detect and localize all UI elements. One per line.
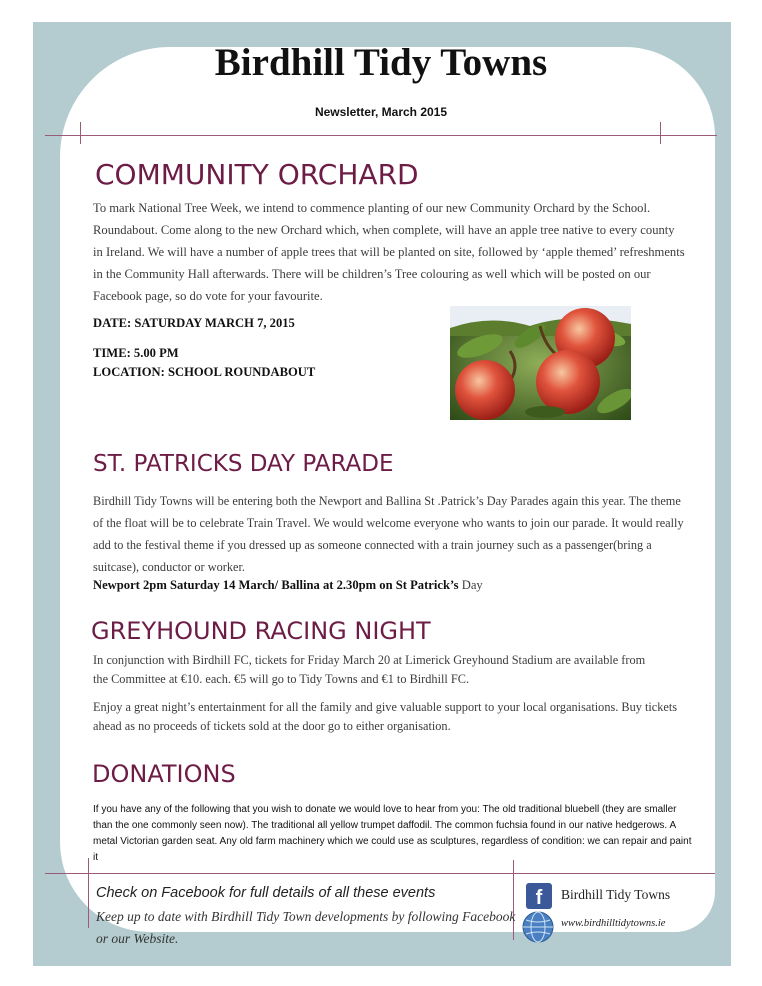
orchard-date: DATE: SATURDAY MARCH 7, 2015	[93, 316, 295, 330]
facebook-icon[interactable]: f	[526, 883, 552, 909]
footer-divider-line	[45, 873, 715, 874]
website-link[interactable]: www.birdhilltidytowns.ie	[561, 918, 666, 929]
parade-schedule	[93, 578, 483, 593]
apple-photo	[450, 306, 631, 420]
top-divider-line	[45, 135, 717, 136]
orchard-body: To mark National Tree Week, we intend to commence planting of our new Community Orchard by the School. Roundabout. Come along to the new Orchard which, when complete, will have an apple tree native to every county in Ireland. We will have a number of apple trees that will be planted on site, followed by ‘apple themed’ refreshments in the Community Hall afterwards. There will be children’s Tree colouring as well which will be posted on our Facebook page, so do vote for your favourite.	[93, 201, 685, 303]
globe-icon[interactable]	[522, 911, 554, 943]
facebook-page-link[interactable]: Birdhill Tidy Towns	[561, 887, 671, 902]
parade-heading: ST. PATRICKS DAY PARADE	[93, 451, 394, 477]
newsletter-title: Birdhill Tidy Towns	[214, 41, 548, 84]
parade-schedule-tail: Day	[458, 578, 483, 592]
parade-schedule-bold: Newport 2pm Saturday 14 March/ Ballina at 2.30pm on St Patrick’s	[93, 578, 459, 592]
apple-photo-drawing	[450, 306, 631, 420]
greyhound-heading: GREYHOUND RACING NIGHT	[91, 617, 431, 645]
footer-divider-tick-left	[88, 858, 89, 928]
donations-heading: DONATIONS	[92, 760, 236, 788]
orchard-heading: COMMUNITY ORCHARD	[95, 158, 419, 191]
orchard-location: LOCATION: SCHOOL ROUNDABOUT	[93, 365, 316, 379]
donations-body: If you have any of the following that you wish to donate we would love to hear from you: The old traditional bluebell (they are smaller than the one commonly seen now). The traditional all yellow trumpet daffodil. The common fuchsia found in our native hedgerows. A metal Victorian garden seat. Any old farm machinery which we could use as sculptures, regardless of condition: we can repair and paint it	[93, 804, 692, 863]
footer-follow-note: Keep up to date with Birdhill Tidy Town developments by following Facebook or our Website.	[96, 909, 516, 946]
greyhound-body-2: Enjoy a great night’s entertainment for all the family and give valuable support to your local organisations. Buy tickets ahead as no proceeds of tickets sold at the door go to either organisation.	[93, 700, 678, 733]
top-divider-tick-right	[660, 122, 661, 144]
footer-facebook-note: Check on Facebook for full details of all these events	[96, 885, 436, 901]
orchard-time: TIME: 5.00 PM	[93, 346, 179, 360]
greyhound-body-1: In conjunction with Birdhill FC, tickets for Friday March 20 at Limerick Greyhound Stadium are available from the Committee at €10. each. €5 will go to Tidy Towns and €1 to Birdhill FC.	[93, 653, 646, 686]
parade-body: Birdhill Tidy Towns will be entering both the Newport and Ballina St .Patrick’s Day Parades again this year. The theme of the float will be to celebrate Train Travel. We would welcome everyone who wants to join our parade. It would really add to the festival theme if you dressed up as someone connected with a train journey such as a passenger(bring a suitcase), conductor or worker.	[93, 494, 684, 574]
newsletter-subtitle: Newsletter, March 2015	[314, 105, 448, 119]
top-divider-tick-left	[80, 122, 81, 144]
